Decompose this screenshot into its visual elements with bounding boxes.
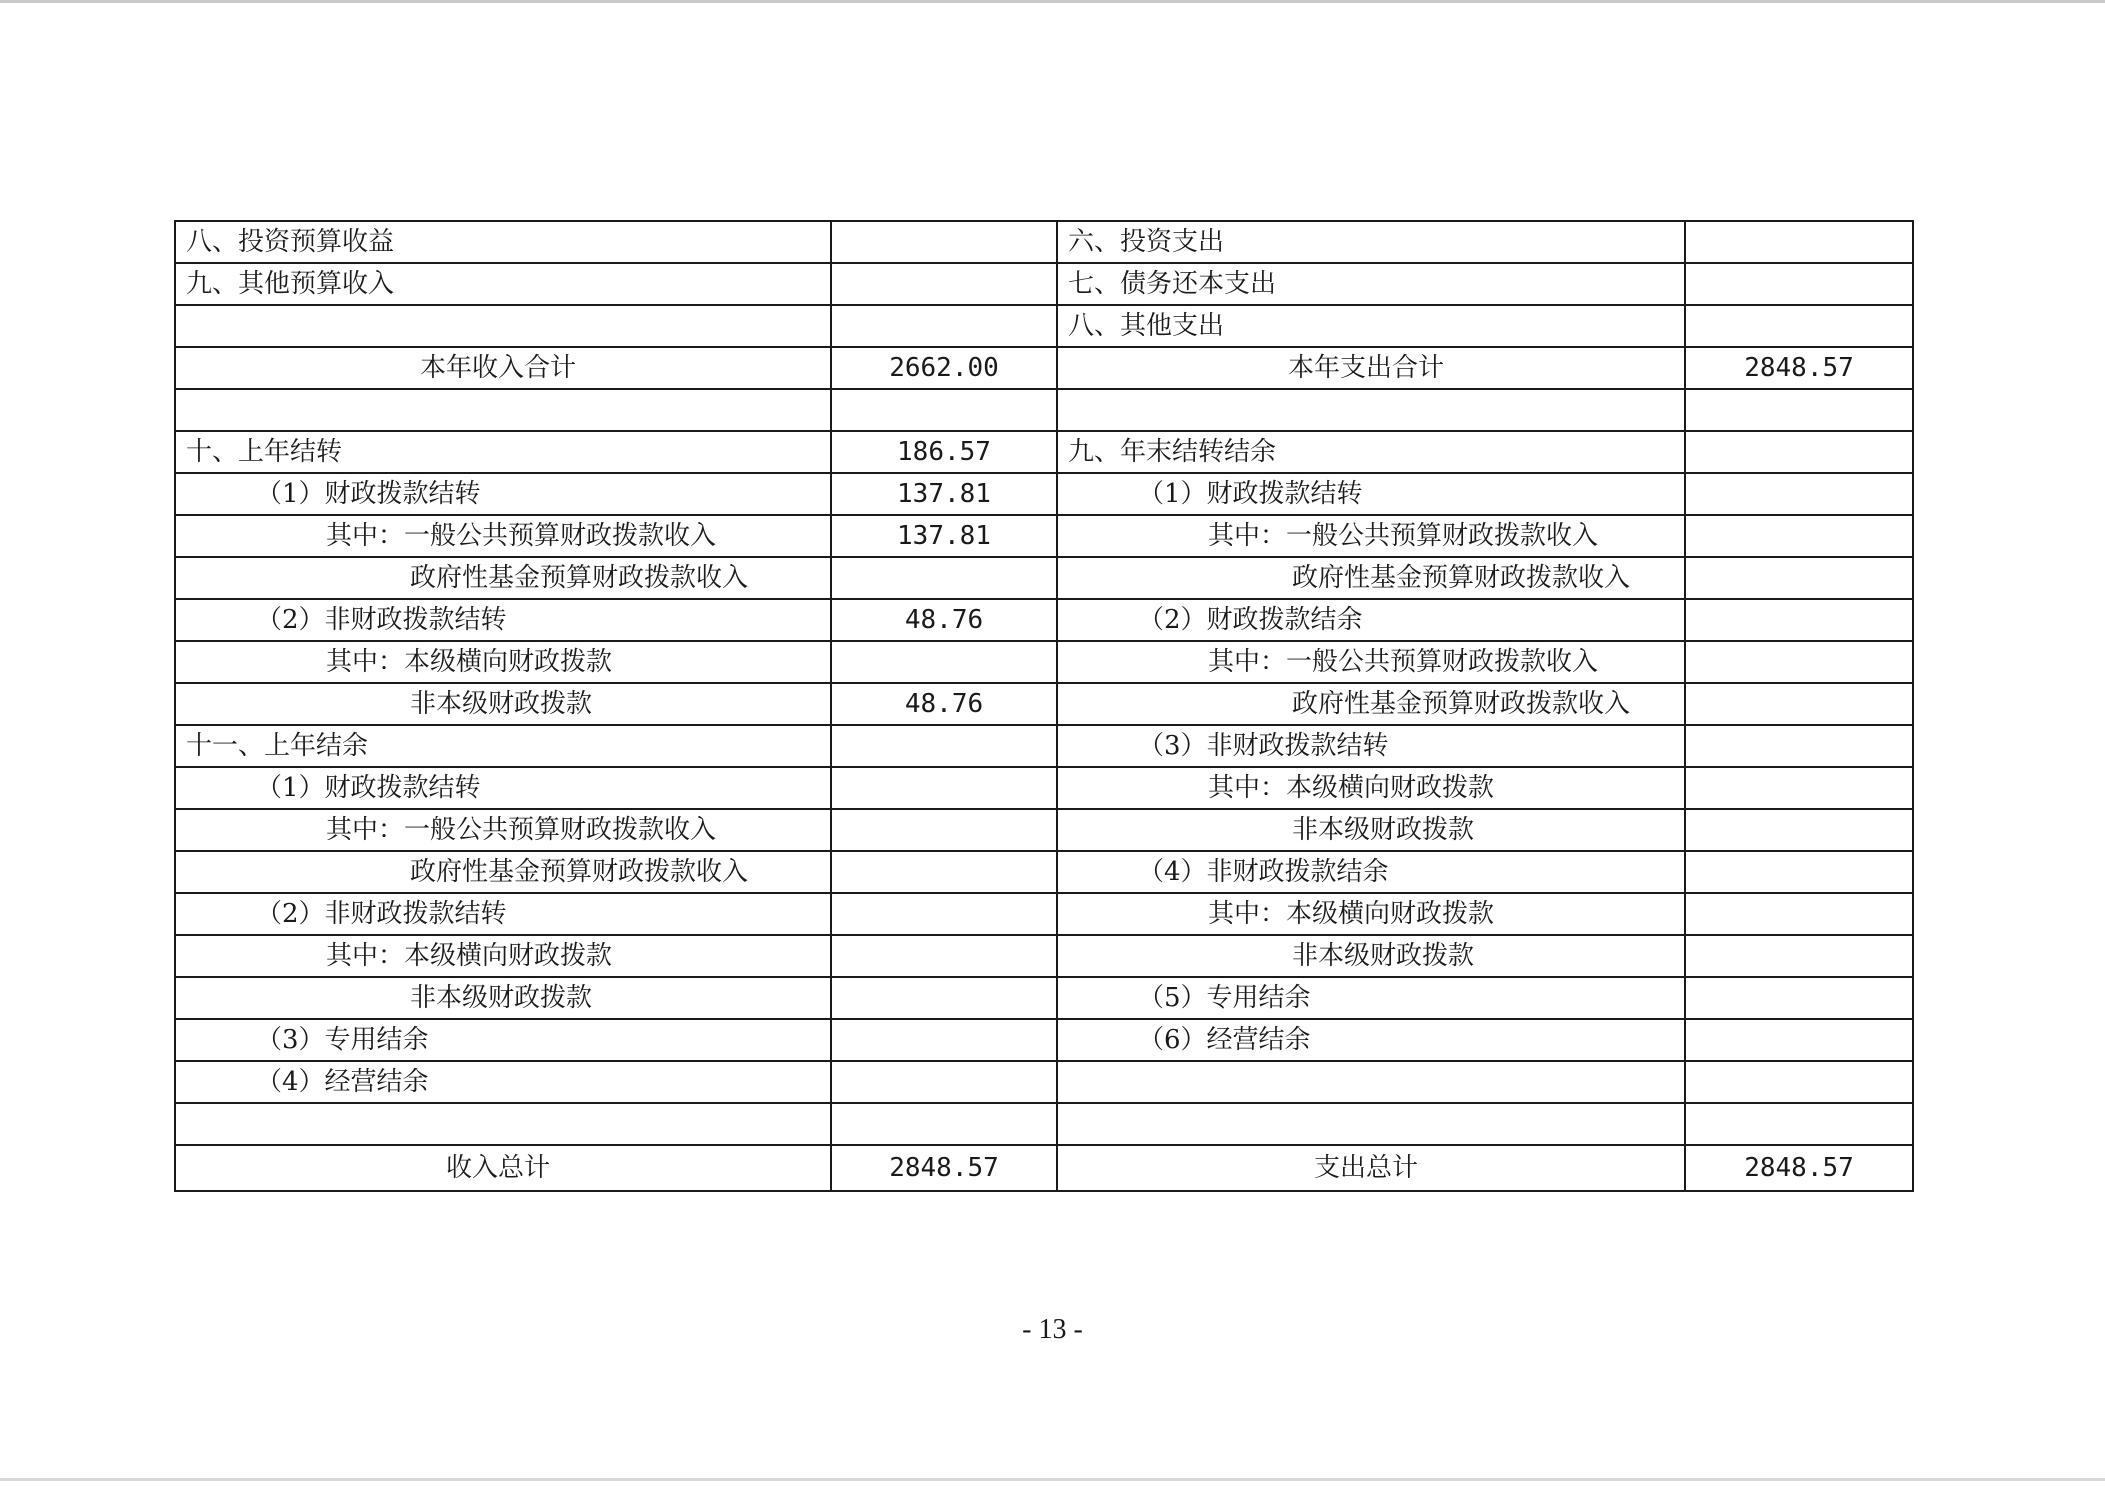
- income-amount: [831, 767, 1057, 809]
- table-row: [175, 977, 1913, 1019]
- expense-item-label: （2）财政拨款结余: [1057, 599, 1685, 641]
- income-item-label: 其中：本级横向财政拨款: [175, 935, 831, 977]
- income-amount: [831, 851, 1057, 893]
- income-amount: [831, 641, 1057, 683]
- expense-amount: [1685, 935, 1913, 977]
- table-row: [175, 347, 1913, 389]
- income-amount: [831, 725, 1057, 767]
- expense-item-label: （5）专用结余: [1057, 977, 1685, 1019]
- income-amount: [831, 977, 1057, 1019]
- expense-amount: [1685, 893, 1913, 935]
- expense-amount: [1685, 389, 1913, 431]
- table-row: [175, 893, 1913, 935]
- expense-item-label: 七、债务还本支出: [1057, 263, 1685, 305]
- table-row: [175, 1145, 1913, 1191]
- expense-amount: [1685, 515, 1913, 557]
- income-amount: 2662.00: [831, 347, 1057, 389]
- income-amount: 48.76: [831, 599, 1057, 641]
- table-row: [175, 935, 1913, 977]
- expense-item-label: 其中：本级横向财政拨款: [1057, 767, 1685, 809]
- income-item-label: 其中：本级横向财政拨款: [175, 641, 831, 683]
- income-amount: [831, 221, 1057, 263]
- expense-item-label: 六、投资支出: [1057, 221, 1685, 263]
- income-amount: 2848.57: [831, 1145, 1057, 1191]
- income-amount: [831, 1103, 1057, 1145]
- income-amount: 186.57: [831, 431, 1057, 473]
- expense-amount: [1685, 1061, 1913, 1103]
- income-amount: [831, 935, 1057, 977]
- table-row: [175, 557, 1913, 599]
- page-top-edge: [0, 0, 2105, 3]
- table-row: [175, 1103, 1913, 1145]
- income-amount: [831, 263, 1057, 305]
- table-row: [175, 221, 1913, 263]
- expense-amount: 2848.57: [1685, 1145, 1913, 1191]
- page-number: - 13 -: [1022, 1314, 1083, 1345]
- income-item-label: 非本级财政拨款: [175, 977, 831, 1019]
- table-row: [175, 683, 1913, 725]
- expense-item-label: （1）财政拨款结转: [1057, 473, 1685, 515]
- expense-item-label: 支出总计: [1057, 1145, 1685, 1191]
- income-amount: 137.81: [831, 515, 1057, 557]
- expense-item-label: 其中：一般公共预算财政拨款收入: [1057, 641, 1685, 683]
- expense-item-label: [1057, 389, 1685, 431]
- table-row: [175, 641, 1913, 683]
- budget-table-body: [175, 221, 1913, 1191]
- expense-amount: [1685, 725, 1913, 767]
- expense-item-label: 非本级财政拨款: [1057, 809, 1685, 851]
- expense-item-label: （6）经营结余: [1057, 1019, 1685, 1061]
- expense-item-label: 其中：一般公共预算财政拨款收入: [1057, 515, 1685, 557]
- income-item-label: 非本级财政拨款: [175, 683, 831, 725]
- income-item-label: 其中：一般公共预算财政拨款收入: [175, 809, 831, 851]
- income-item-label: 其中：一般公共预算财政拨款收入: [175, 515, 831, 557]
- income-amount: [831, 809, 1057, 851]
- expense-amount: [1685, 1103, 1913, 1145]
- income-amount: [831, 893, 1057, 935]
- expense-amount: [1685, 977, 1913, 1019]
- expense-item-label: 九、年末结转结余: [1057, 431, 1685, 473]
- income-item-label: [175, 389, 831, 431]
- income-item-label: 八、投资预算收益: [175, 221, 831, 263]
- expense-item-label: 政府性基金预算财政拨款收入: [1057, 683, 1685, 725]
- income-item-label: [175, 1103, 831, 1145]
- expense-amount: [1685, 473, 1913, 515]
- income-item-label: 收入总计: [175, 1145, 831, 1191]
- table-row: [175, 767, 1913, 809]
- expense-amount: [1685, 557, 1913, 599]
- table-row: [175, 389, 1913, 431]
- income-item-label: （1）财政拨款结转: [175, 767, 831, 809]
- table-row: [175, 851, 1913, 893]
- expense-amount: [1685, 1019, 1913, 1061]
- income-item-label: 九、其他预算收入: [175, 263, 831, 305]
- expense-amount: [1685, 263, 1913, 305]
- income-item-label: 十一、上年结余: [175, 725, 831, 767]
- expense-amount: [1685, 809, 1913, 851]
- expense-item-label: [1057, 1103, 1685, 1145]
- income-item-label: （1）财政拨款结转: [175, 473, 831, 515]
- income-item-label: （3）专用结余: [175, 1019, 831, 1061]
- income-amount: 137.81: [831, 473, 1057, 515]
- expense-item-label: [1057, 1061, 1685, 1103]
- expense-item-label: 非本级财政拨款: [1057, 935, 1685, 977]
- expense-amount: [1685, 767, 1913, 809]
- income-item-label: （2）非财政拨款结转: [175, 599, 831, 641]
- expense-amount: [1685, 431, 1913, 473]
- budget-table: [174, 220, 1914, 1192]
- table-row: [175, 263, 1913, 305]
- table-row: [175, 431, 1913, 473]
- expense-amount: [1685, 599, 1913, 641]
- table-row: [175, 1061, 1913, 1103]
- income-item-label: 本年收入合计: [175, 347, 831, 389]
- income-amount: [831, 1019, 1057, 1061]
- expense-amount: [1685, 851, 1913, 893]
- income-amount: 48.76: [831, 683, 1057, 725]
- income-amount: [831, 1061, 1057, 1103]
- income-item-label: 十、上年结转: [175, 431, 831, 473]
- page-bottom-edge: [0, 1478, 2105, 1481]
- table-row: [175, 305, 1913, 347]
- table-row: [175, 725, 1913, 767]
- income-item-label: 政府性基金预算财政拨款收入: [175, 851, 831, 893]
- table-row: [175, 809, 1913, 851]
- expense-amount: [1685, 305, 1913, 347]
- income-item-label: 政府性基金预算财政拨款收入: [175, 557, 831, 599]
- expense-item-label: 其中：本级横向财政拨款: [1057, 893, 1685, 935]
- table-row: [175, 599, 1913, 641]
- table-row: [175, 473, 1913, 515]
- expense-amount: [1685, 221, 1913, 263]
- income-item-label: （4）经营结余: [175, 1061, 831, 1103]
- expense-item-label: 本年支出合计: [1057, 347, 1685, 389]
- table-row: [175, 515, 1913, 557]
- expense-item-label: 政府性基金预算财政拨款收入: [1057, 557, 1685, 599]
- expense-item-label: 八、其他支出: [1057, 305, 1685, 347]
- income-amount: [831, 305, 1057, 347]
- expense-amount: [1685, 683, 1913, 725]
- expense-amount: [1685, 641, 1913, 683]
- income-amount: [831, 389, 1057, 431]
- table-row: [175, 1019, 1913, 1061]
- expense-item-label: （3）非财政拨款结转: [1057, 725, 1685, 767]
- expense-item-label: （4）非财政拨款结余: [1057, 851, 1685, 893]
- income-item-label: （2）非财政拨款结转: [175, 893, 831, 935]
- expense-amount: 2848.57: [1685, 347, 1913, 389]
- income-item-label: [175, 305, 831, 347]
- income-amount: [831, 557, 1057, 599]
